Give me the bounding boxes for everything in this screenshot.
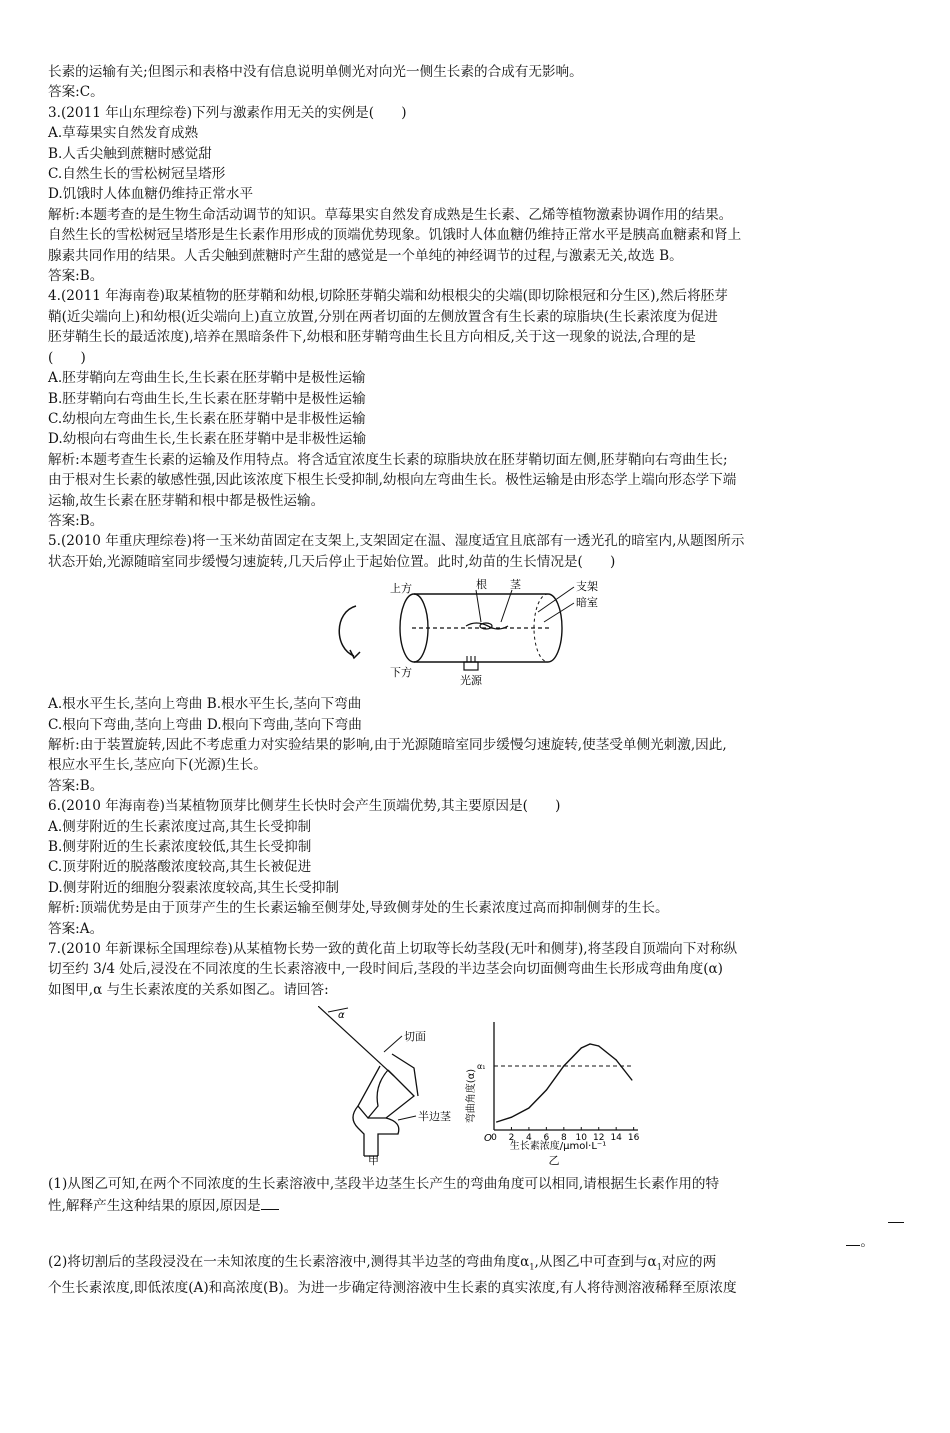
text-line: A.根水平生长,茎向上弯曲 B.根水平生长,茎向下弯曲 bbox=[48, 696, 362, 713]
text-line: 答案:B。 bbox=[48, 512, 104, 529]
text-line: 答案:A。 bbox=[48, 920, 104, 937]
alpha1-label: α₁ bbox=[477, 1062, 486, 1072]
text-line: 解析:本题考查的是生物生命活动调节的知识。草莓果实自然发育成熟是生长素、乙烯等植物激素协调作用的结果。 bbox=[48, 206, 733, 223]
text-line: 4.(2011 年海南卷)取某植物的胚芽鞘和幼根,切除胚芽鞘尖端和幼根根尖的尖端(即切除根冠和分生区),然后将胚芽 bbox=[48, 288, 728, 305]
data-point bbox=[598, 1046, 599, 1047]
x-tick-label: 12 bbox=[593, 1133, 605, 1144]
label-stem: 茎 bbox=[510, 578, 521, 592]
y-axis-label: 弯曲角度(α) bbox=[466, 1069, 477, 1124]
text-line: B.人舌尖触到蔗糖时感觉甜 bbox=[48, 145, 212, 162]
question-text: 性,解释产生这种结果的原因,原因是 bbox=[48, 1197, 261, 1214]
label-darkroom: 暗室 bbox=[576, 596, 598, 610]
data-point bbox=[528, 1108, 529, 1109]
subscript: 1 bbox=[529, 1262, 535, 1272]
data-point bbox=[631, 1080, 632, 1081]
label-root: 根 bbox=[476, 578, 487, 592]
question-text: (2)将切割后的茎段浸没在一未知浓度的生长素溶液中,测得其半边茎的弯曲角度α bbox=[48, 1254, 530, 1271]
label-bottom: 下方 bbox=[390, 666, 412, 680]
question-7-part-1 bbox=[48, 1174, 910, 1216]
label-alpha: α bbox=[338, 1010, 345, 1022]
text-line: D.饥饿时人体血糖仍维持正常水平 bbox=[48, 186, 254, 203]
text-line: 腺素共同作用的结果。人舌尖触到蔗糖时产生甜的感觉是一个单纯的神经调节的过程,与激素无关,故选 B。 bbox=[48, 247, 683, 264]
x-tick-label: 10 bbox=[575, 1133, 587, 1144]
text-block-questions-5-7 bbox=[48, 694, 910, 1000]
text-line: 解析:顶端优势是由于顶芽产生的生长素运输至侧芽处,导致侧芽处的生长素浓度过高而抑制侧芽的生长。 bbox=[48, 900, 669, 917]
origin-label: O bbox=[484, 1133, 492, 1145]
question-text: 个生长素浓度,即低浓度(A)和高浓度(B)。为进一步确定待测溶液中生长素的真实浓度,有人将待测溶液稀释至原浓度 bbox=[48, 1280, 737, 1297]
data-point bbox=[546, 1090, 547, 1091]
answer-blank-end-row bbox=[48, 1216, 910, 1252]
document-page bbox=[48, 62, 910, 1299]
stem-diagram-jia bbox=[318, 1006, 452, 1166]
label-half-stem: 半边茎 bbox=[418, 1110, 451, 1124]
text-line: A.侧芽附近的生长素浓度过高,其生长受抑制 bbox=[48, 818, 312, 835]
question-7-part-2 bbox=[48, 1252, 910, 1299]
x-axis-label: 生长素浓度/μmol·L⁻¹ bbox=[509, 1141, 607, 1153]
question-text bbox=[48, 1252, 910, 1278]
series-curve bbox=[497, 1044, 632, 1122]
subscript: 1 bbox=[656, 1262, 662, 1272]
x-tick-label: 16 bbox=[627, 1133, 640, 1144]
label-jia: 甲 bbox=[368, 1154, 379, 1167]
text-line: 7.(2010 年新课标全国理综卷)从某植物长势一致的黄化苗上切取等长幼茎段(无叶和侧芽),将茎段自顶端向下对称纵 bbox=[48, 941, 738, 958]
figure-dark-room bbox=[316, 576, 646, 686]
text-line: D.侧芽附近的细胞分裂素浓度较高,其生长受抑制 bbox=[48, 879, 339, 896]
question-text: 对应的两 bbox=[661, 1254, 717, 1271]
text-line: 根应水平生长,茎应向下(光源)生长。 bbox=[48, 757, 267, 774]
label-yi: 乙 bbox=[548, 1154, 560, 1167]
text-line: 切至约 3/4 处后,浸没在不同浓度的生长素溶液中,一段时间后,茎段的半边茎会向切面侧弯曲生长形成弯曲角度(α) bbox=[48, 961, 723, 978]
text-line: 鞘(近尖端向上)和幼根(近尖端向上)直立放置,分别在两者切面的左侧放置含有生长素的琼脂块(生长素浓度为促进 bbox=[48, 308, 718, 325]
text-line: 解析:由于装置旋转,因此不考虑重力对实验结果的影响,由于光源随暗室同步缓慢匀速旋转,使茎受单侧光刺激,因此, bbox=[48, 736, 727, 753]
question-text: (1)从图乙可知,在两个不同浓度的生长素溶液中,茎段半边茎生长产生的弯曲角度可以相同,请根据生长素作用的特 bbox=[48, 1176, 720, 1193]
data-point bbox=[563, 1066, 564, 1067]
figure-stem-bending bbox=[318, 1006, 648, 1166]
text-line: C.顶芽附近的脱落酸浓度较高,其生长被促进 bbox=[48, 859, 312, 876]
text-line: 由于根对生长素的敏感性强,因此该浓度下根生长受抑制,幼根向左弯曲生长。极性运输是由形态学上端向形态学下端 bbox=[48, 472, 737, 489]
text-line: A.草莓果实自然发育成熟 bbox=[48, 125, 199, 142]
data-point bbox=[511, 1117, 512, 1118]
text-line: 胚芽鞘生长的最适浓度),培养在黑暗条件下,幼根和胚芽鞘弯曲生长且方向相反,关于这一现象的说法,合理的是 bbox=[48, 329, 696, 346]
chart-yi bbox=[464, 1022, 640, 1166]
text-line: ( ) bbox=[48, 349, 86, 366]
text-line: 答案:C。 bbox=[48, 84, 104, 101]
question-text: ,从图乙中可查到与α bbox=[534, 1254, 657, 1271]
data-point bbox=[496, 1122, 497, 1123]
text-line: 6.(2010 年海南卷)当某植物顶芽比侧芽生长快时会产生顶端优势,其主要原因是( ) bbox=[48, 798, 561, 815]
answer-blank[interactable] bbox=[261, 1195, 279, 1210]
text-line: 自然生长的雪松树冠呈塔形是生长素作用形成的顶端优势现象。饥饿时人体血糖仍维持正常水平是胰高血糖素和肾上 bbox=[48, 227, 742, 244]
data-point bbox=[581, 1048, 582, 1049]
text-line: 解析:本题考查生长素的运输及作用特点。将含适宜浓度生长素的琼脂块放在胚芽鞘切面左侧,胚芽鞘向右弯曲生长; bbox=[48, 451, 728, 468]
text-line: 状态开始,光源随暗室同步缓慢匀速旋转,几天后停止于起始位置。此时,幼苗的生长情况是( ) bbox=[48, 553, 616, 570]
text-line: 答案:B。 bbox=[48, 777, 104, 794]
period: 。 bbox=[860, 1234, 874, 1251]
text-line: D.幼根向右弯曲生长,生长素在胚芽鞘中是非极性运输 bbox=[48, 431, 367, 448]
label-top: 上方 bbox=[390, 582, 412, 596]
text-block-questions-3-5 bbox=[48, 62, 910, 572]
data-point bbox=[589, 1044, 590, 1045]
text-line: 长素的运输有关;但图示和表格中没有信息说明单侧光对向光一侧生长素的合成有无影响。 bbox=[48, 64, 583, 80]
text-line: A.胚芽鞘向左弯曲生长,生长素在胚芽鞘中是极性运输 bbox=[48, 370, 366, 387]
text-line: C.自然生长的雪松树冠呈塔形 bbox=[48, 166, 226, 183]
x-tick-label: 4 bbox=[526, 1133, 532, 1144]
answer-blank[interactable] bbox=[846, 1231, 860, 1246]
question-text bbox=[48, 1195, 910, 1216]
answer-blank[interactable] bbox=[888, 1222, 904, 1223]
text-line: B.侧芽附近的生长素浓度较低,其生长受抑制 bbox=[48, 839, 312, 855]
x-tick-label: 2 bbox=[508, 1133, 515, 1144]
label-support: 支架 bbox=[576, 580, 598, 594]
label-light-source: 光源 bbox=[460, 674, 482, 687]
text-line: C.幼根向左弯曲生长,生长素在胚芽鞘中是非极性运输 bbox=[48, 410, 366, 427]
text-line: 运输,故生长素在胚芽鞘和根中都是极性运输。 bbox=[48, 492, 325, 509]
x-tick-label: 0 bbox=[491, 1133, 497, 1144]
text-line: C.根向下弯曲,茎向上弯曲 D.根向下弯曲,茎向下弯曲 bbox=[48, 716, 362, 733]
label-cut-face: 切面 bbox=[404, 1030, 426, 1044]
data-point bbox=[616, 1060, 617, 1061]
x-tick-label: 14 bbox=[610, 1133, 622, 1144]
text-line: 如图甲,α 与生长素浓度的关系如图乙。请回答: bbox=[48, 981, 329, 998]
x-tick-label: 6 bbox=[543, 1133, 550, 1144]
x-tick-label: 8 bbox=[560, 1133, 567, 1144]
text-line: 5.(2010 年重庆理综卷)将一玉米幼苗固定在支架上,支架固定在温、湿度适宜且底部有一透光孔的暗室内,从题图所示 bbox=[48, 533, 745, 550]
text-line: B.胚芽鞘向右弯曲生长,生长素在胚芽鞘中是极性运输 bbox=[48, 390, 366, 407]
text-line: 答案:B。 bbox=[48, 268, 104, 285]
text-line: 3.(2011 年山东理综卷)下列与激素作用无关的实例是( ) bbox=[48, 104, 407, 121]
